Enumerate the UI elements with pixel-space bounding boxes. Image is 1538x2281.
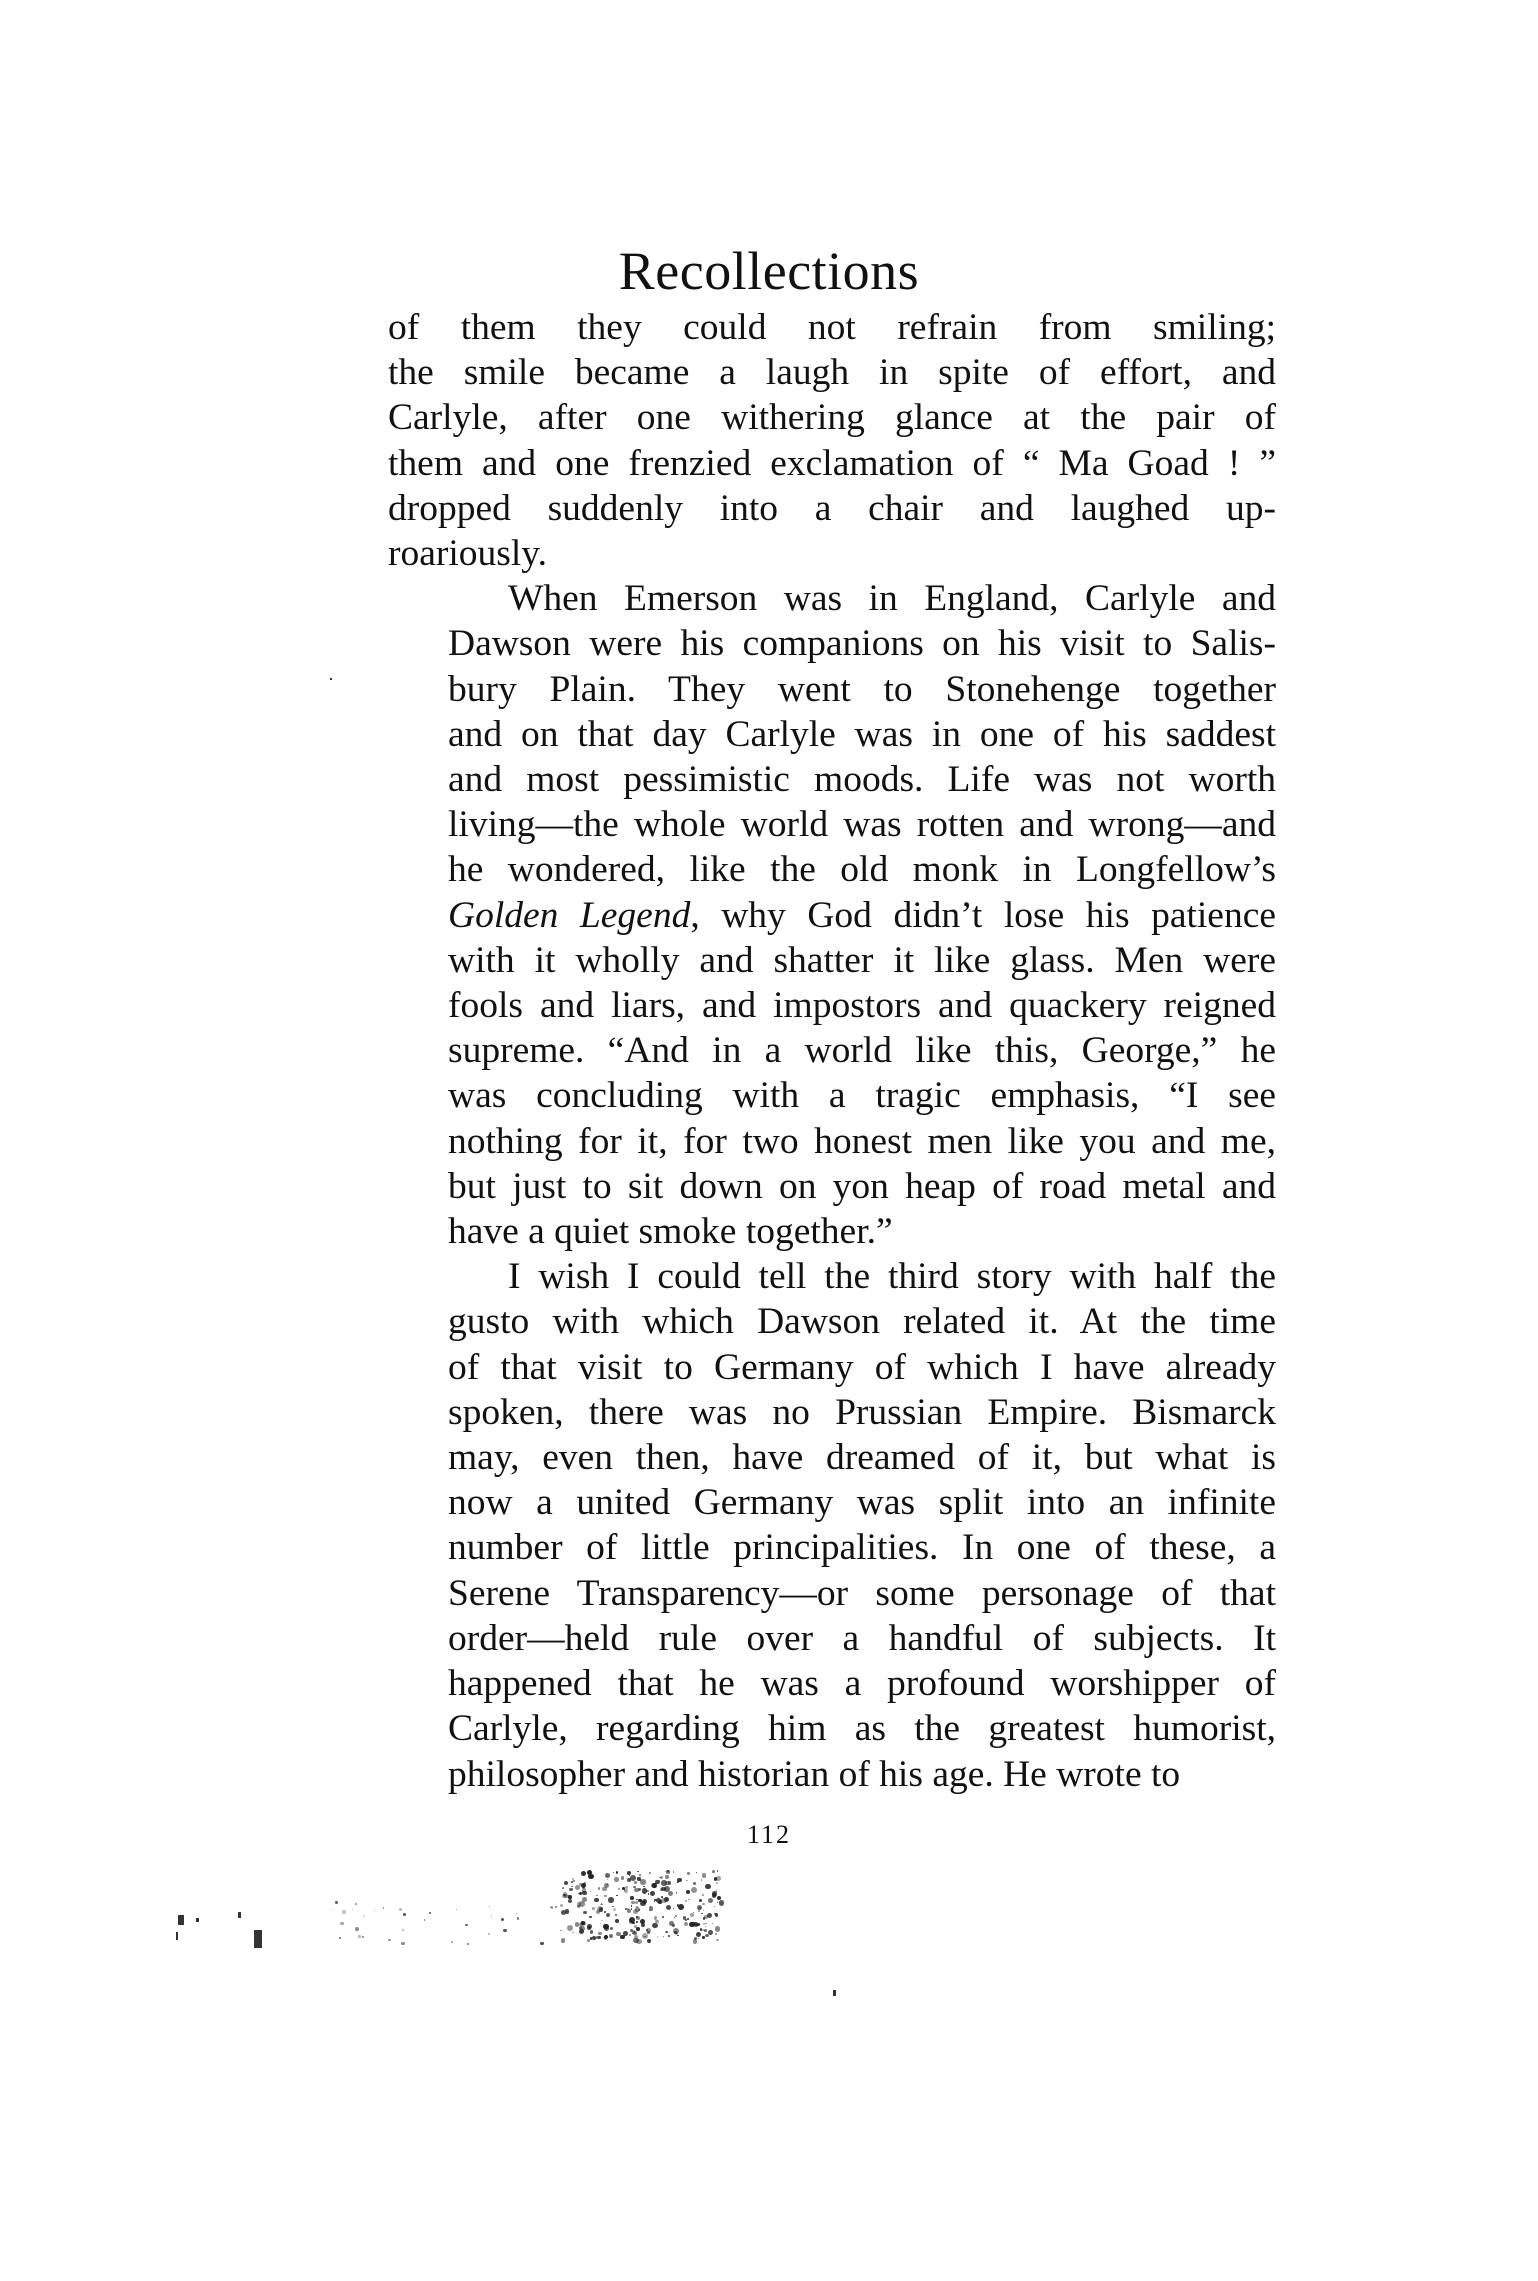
ink-speckle xyxy=(657,1936,658,1937)
ink-speckle xyxy=(708,1930,713,1935)
ink-speckle xyxy=(637,1877,640,1880)
paragraph xyxy=(388,305,1276,576)
ink-speckle xyxy=(582,1888,586,1892)
ink-speckle xyxy=(571,1886,573,1888)
ink-speckle xyxy=(613,1908,616,1911)
ink-speckle xyxy=(604,1895,607,1898)
ink-speckle xyxy=(642,1933,648,1939)
ink-speckle xyxy=(693,1912,694,1913)
ink-speckle xyxy=(698,1907,701,1910)
ink-speckle xyxy=(699,1899,702,1902)
ink-speckle xyxy=(616,1871,618,1873)
ink-speckle xyxy=(616,1895,617,1896)
ink-speckle xyxy=(355,1927,359,1931)
body-text xyxy=(388,305,1276,1797)
ink-speckle xyxy=(661,1880,667,1886)
ink-speckle xyxy=(674,1917,675,1918)
ink-speckle xyxy=(652,1923,658,1929)
text-line: Golden Legend, why God didn’t lose his patience xyxy=(448,894,1276,936)
ink-speckle xyxy=(623,1931,628,1936)
ink-speckle xyxy=(688,1899,689,1900)
ink-speckle xyxy=(630,1896,634,1900)
stray-mark xyxy=(254,1930,262,1948)
text-line: of them they could not refrain from smiling; xyxy=(388,307,1276,348)
ink-speckle xyxy=(383,1907,384,1908)
stray-mark xyxy=(833,1990,836,1996)
ink-speckle xyxy=(362,1936,364,1938)
stray-mark xyxy=(196,1918,199,1922)
ink-speckle xyxy=(668,1935,670,1937)
text-line: Dawson were his companions on his visit to Salis- xyxy=(448,623,1276,665)
ink-speckle xyxy=(491,1916,492,1917)
ink-speckle xyxy=(636,1927,640,1931)
ink-speckle xyxy=(604,1926,609,1931)
ink-speckle xyxy=(642,1888,647,1893)
ink-speckle xyxy=(613,1872,614,1873)
ink-speckle xyxy=(609,1934,613,1938)
ink-speckle xyxy=(616,1932,621,1937)
ink-speckle xyxy=(684,1922,688,1926)
ink-speckle xyxy=(607,1940,608,1941)
ink-speckle xyxy=(715,1933,717,1935)
text-line: living—the whole world was rotten and wrong—and xyxy=(448,804,1276,846)
ink-speckle xyxy=(639,1874,641,1876)
ink-speckle xyxy=(685,1900,687,1902)
ink-speckle xyxy=(561,1938,565,1942)
ink-speckle xyxy=(581,1883,586,1888)
ink-speckle xyxy=(687,1918,688,1919)
ink-speckle xyxy=(429,1912,431,1914)
ink-speckle xyxy=(705,1884,711,1890)
ink-speckle xyxy=(567,1925,573,1931)
ink-speckle xyxy=(643,1886,645,1888)
ink-speckle xyxy=(610,1927,613,1930)
text-line: and on that day Carlyle was in one of his saddest xyxy=(448,713,1276,755)
ink-speckle xyxy=(702,1903,705,1906)
text-line: now a united Germany was split into an infinite xyxy=(448,1482,1276,1524)
ink-speckle xyxy=(664,1886,670,1892)
ink-speckle xyxy=(642,1899,647,1904)
ink-speckle xyxy=(676,1892,677,1893)
text-line: but just to sit down on yon heap of road metal and xyxy=(448,1165,1276,1207)
ink-speckle xyxy=(597,1906,603,1912)
ink-speckle xyxy=(716,1882,718,1884)
ink-speckle xyxy=(612,1906,613,1907)
ink-speckle xyxy=(600,1923,602,1925)
ink-speckle xyxy=(696,1872,697,1873)
ink-speckle xyxy=(703,1910,704,1911)
ink-speckle xyxy=(550,1906,552,1908)
ink-speckle xyxy=(636,1921,638,1923)
ink-speckle xyxy=(663,1936,664,1937)
ink-speckle xyxy=(641,1923,645,1927)
text-line: happened that he was a profound worshipper of xyxy=(448,1663,1276,1705)
stray-mark xyxy=(330,678,332,680)
ink-speckle xyxy=(631,1901,634,1904)
text-line: them and one frenzied exclamation of “ Ma Goad ! ” xyxy=(388,442,1276,484)
ink-speckle xyxy=(634,1888,639,1893)
ink-speckle xyxy=(589,1916,591,1918)
ink-speckle xyxy=(615,1919,619,1923)
ink-speckle xyxy=(715,1913,718,1916)
ink-speckle xyxy=(627,1908,629,1910)
text-line: supreme. “And in a world like this, George,” he xyxy=(448,1030,1276,1072)
ink-speckle xyxy=(701,1879,703,1881)
ink-speckle xyxy=(698,1938,699,1939)
text-line: order—held rule over a handful of subjects. It xyxy=(448,1617,1276,1659)
text-line: Carlyle, regarding him as the greatest humorist, xyxy=(448,1708,1276,1750)
ink-speckle xyxy=(647,1931,650,1934)
ink-speckle xyxy=(517,1917,519,1919)
ink-speckle xyxy=(705,1926,706,1927)
ink-speckle xyxy=(714,1906,715,1907)
ink-speckle xyxy=(661,1898,666,1903)
ink-speckle xyxy=(403,1913,407,1917)
text-line: number of little principalities. In one of these, a xyxy=(448,1527,1276,1569)
italic-title: Golden Legend xyxy=(448,894,691,936)
ink-speckle xyxy=(602,1904,603,1905)
text-line: nothing for it, for two honest men like you and me, xyxy=(448,1120,1276,1162)
ink-speckle xyxy=(621,1876,625,1880)
ink-speckle xyxy=(655,1920,659,1924)
ink-speckle xyxy=(560,1904,563,1907)
ink-speckle xyxy=(649,1906,654,1911)
text-line: the smile became a laugh in spite of effort, and xyxy=(388,352,1276,394)
ink-speckle xyxy=(342,1910,346,1914)
text-line: I wish I could tell the third story with half the xyxy=(508,1256,1276,1298)
ink-speckle xyxy=(562,1887,564,1889)
ink-speckle xyxy=(633,1886,635,1888)
text-line: roariously. xyxy=(388,533,547,575)
ink-speckle xyxy=(424,1919,426,1921)
ink-speckle xyxy=(715,1926,721,1932)
ink-speckle xyxy=(705,1923,707,1925)
ink-speckle xyxy=(649,1872,652,1875)
text-line: and most pessimistic moods. Life was not worth xyxy=(448,759,1276,801)
ink-speckle xyxy=(677,1878,682,1883)
ink-speckle xyxy=(705,1934,709,1938)
ink-speckle xyxy=(451,1941,453,1943)
paragraph xyxy=(388,1254,1276,1796)
text-line: was concluding with a tragic emphasis, “I see xyxy=(448,1075,1276,1117)
paragraph xyxy=(388,576,1276,1254)
text-line: with it wholly and shatter it like glass. Men were xyxy=(448,939,1276,981)
ink-speckle xyxy=(335,1901,337,1903)
ink-speckle xyxy=(555,1906,557,1908)
ink-speckle xyxy=(719,1900,725,1906)
text-line: When Emerson was in England, Carlyle and xyxy=(508,578,1276,620)
ink-speckle xyxy=(631,1908,632,1909)
ink-speckle xyxy=(636,1906,638,1908)
ink-speckle xyxy=(374,1910,375,1911)
ink-speckle xyxy=(563,1894,565,1896)
ink-speckle xyxy=(592,1907,595,1910)
ink-speckle xyxy=(607,1879,609,1881)
page-number: 112 xyxy=(746,1820,792,1849)
ink-speckle xyxy=(604,1883,609,1888)
stray-mark xyxy=(178,1915,184,1925)
ink-speckle xyxy=(631,1905,632,1906)
ink-speckle xyxy=(598,1887,601,1890)
ink-speckle xyxy=(659,1880,660,1881)
text-line: dropped suddenly into a chair and laughed up- xyxy=(388,487,1276,529)
ink-speckle xyxy=(717,1870,718,1871)
ink-speckle xyxy=(355,1903,357,1905)
stray-mark xyxy=(176,1932,178,1940)
ink-speckle xyxy=(614,1877,618,1881)
ink-speckle xyxy=(716,1939,718,1941)
ink-speckle xyxy=(627,1871,631,1875)
ink-speckle xyxy=(352,1909,353,1910)
ink-speckle xyxy=(608,1897,614,1903)
ink-speckle xyxy=(708,1898,713,1903)
ink-speckle xyxy=(637,1871,639,1873)
ink-speckle xyxy=(465,1924,468,1927)
ink-speckle xyxy=(489,1906,491,1908)
ink-speckle xyxy=(694,1937,697,1940)
ink-speckle xyxy=(569,1888,572,1891)
ink-speckle xyxy=(573,1880,575,1882)
ink-speckle xyxy=(672,1924,675,1927)
ink-speckle xyxy=(590,1930,594,1934)
ink-speckle xyxy=(693,1882,696,1885)
text-line: may, even then, have dreamed of it, but what is xyxy=(448,1437,1276,1479)
ink-speckle xyxy=(675,1915,677,1917)
ink-speckle xyxy=(640,1879,645,1884)
ink-speckle xyxy=(717,1902,718,1903)
ink-speckle xyxy=(678,1904,684,1910)
ink-speckle xyxy=(571,1881,572,1882)
ink-speckle xyxy=(577,1902,582,1907)
ink-speckle xyxy=(579,1926,583,1930)
ink-speckle xyxy=(607,1914,609,1916)
ink-speckle xyxy=(560,1930,561,1931)
ink-speckle xyxy=(686,1890,690,1894)
ink-speckle xyxy=(581,1871,586,1876)
ink-speckle xyxy=(698,1910,700,1912)
ink-speckle xyxy=(590,1891,591,1892)
ink-speckle xyxy=(516,1913,517,1914)
ink-speckle xyxy=(501,1918,504,1921)
ink-speckle xyxy=(456,1909,457,1910)
ink-speckle xyxy=(595,1937,596,1938)
ink-speckle xyxy=(677,1935,678,1936)
ink-speckle xyxy=(704,1929,707,1932)
ink-speckle xyxy=(564,1881,569,1886)
ink-speckle xyxy=(686,1880,688,1882)
ink-speckle xyxy=(635,1907,639,1911)
ink-speckle xyxy=(598,1932,601,1935)
ink-speckle xyxy=(634,1881,637,1884)
ink-speckle xyxy=(652,1883,657,1888)
ink-speckle xyxy=(600,1904,601,1905)
text-line: philosopher and historian of his age. He wrote to xyxy=(448,1753,1181,1795)
text-line: have a quiet smoke together.” xyxy=(448,1211,893,1253)
ink-speckle xyxy=(701,1913,703,1915)
ink-speckle xyxy=(638,1899,641,1902)
ink-speckle xyxy=(402,1929,404,1931)
ink-speckle xyxy=(666,1870,669,1873)
ink-speckle xyxy=(712,1893,717,1898)
ink-speckle xyxy=(467,1943,469,1945)
text-line: fools and liars, and impostors and quackery reigned xyxy=(448,985,1276,1027)
ink-speckle xyxy=(594,1898,598,1902)
text-line: gusto with which Dawson related it. At the time xyxy=(448,1301,1276,1343)
ink-speckle xyxy=(503,1929,506,1932)
ink-speckle xyxy=(601,1920,603,1922)
text-line: of that visit to Germany of which I have already xyxy=(448,1346,1276,1388)
ink-speckle xyxy=(587,1924,592,1929)
ink-speckle xyxy=(716,1890,718,1892)
ink-speckle xyxy=(690,1913,694,1917)
ink-speckle xyxy=(401,1942,404,1945)
text-line: he wondered, like the old monk in Longfellow’s xyxy=(448,849,1276,891)
ink-speckle xyxy=(604,1911,606,1913)
ink-speckle xyxy=(627,1878,631,1882)
ink-speckle xyxy=(665,1875,668,1878)
ink-speckle xyxy=(702,1936,705,1939)
stray-mark xyxy=(238,1912,241,1918)
ink-speckle xyxy=(636,1916,637,1917)
ink-speckle xyxy=(636,1939,642,1945)
ink-speckle xyxy=(333,1909,334,1910)
ink-speckle xyxy=(696,1932,701,1937)
ink-speckle xyxy=(634,1935,638,1939)
ink-speckle xyxy=(568,1899,572,1903)
ink-speckle xyxy=(399,1908,402,1911)
ink-speckle xyxy=(662,1916,664,1918)
ink-speckle xyxy=(675,1932,678,1935)
ink-speckle xyxy=(561,1910,566,1915)
ink-speckle xyxy=(702,1873,706,1877)
ink-speckle xyxy=(363,1916,364,1917)
ink-speckle xyxy=(712,1923,713,1924)
ink-speckle xyxy=(624,1889,628,1893)
ink-speckle xyxy=(654,1901,655,1902)
ink-speckle xyxy=(579,1929,584,1934)
running-header: Recollections xyxy=(618,241,920,301)
ink-speckle xyxy=(650,1891,655,1896)
ink-speckle xyxy=(605,1873,610,1878)
ink-speckle xyxy=(488,1933,490,1935)
ink-speckle xyxy=(673,1908,674,1909)
ink-speckle xyxy=(673,1871,675,1873)
ink-speckle xyxy=(339,1937,341,1939)
text-line: spoken, there was no Prussian Empire. Bismarck xyxy=(448,1391,1276,1433)
ink-speckle xyxy=(388,1939,390,1941)
ink-speckle xyxy=(340,1922,343,1925)
ink-speckle xyxy=(596,1895,598,1897)
ink-speckle xyxy=(572,1878,574,1880)
ink-speckle xyxy=(647,1939,651,1943)
ink-speckle xyxy=(358,1935,361,1938)
ink-speckle xyxy=(704,1915,708,1919)
ink-speckle xyxy=(666,1905,672,1911)
ink-speckle xyxy=(582,1897,587,1902)
ink-speckle xyxy=(712,1870,715,1873)
ink-speckle xyxy=(687,1872,690,1875)
ink-speckle xyxy=(615,1914,616,1915)
ink-speckle xyxy=(618,1888,620,1890)
text-line: Carlyle, after one withering glance at the pair of xyxy=(388,397,1276,439)
ink-speckle xyxy=(572,1932,573,1933)
ink-speckle xyxy=(702,1894,704,1896)
ink-speckle xyxy=(540,1942,543,1945)
text-line: bury Plain. They went to Stonehenge together xyxy=(448,668,1276,710)
text-line: Serene Transparency—or some personage of that xyxy=(448,1572,1276,1614)
ink-speckle xyxy=(629,1934,631,1936)
ink-speckle xyxy=(691,1887,697,1893)
